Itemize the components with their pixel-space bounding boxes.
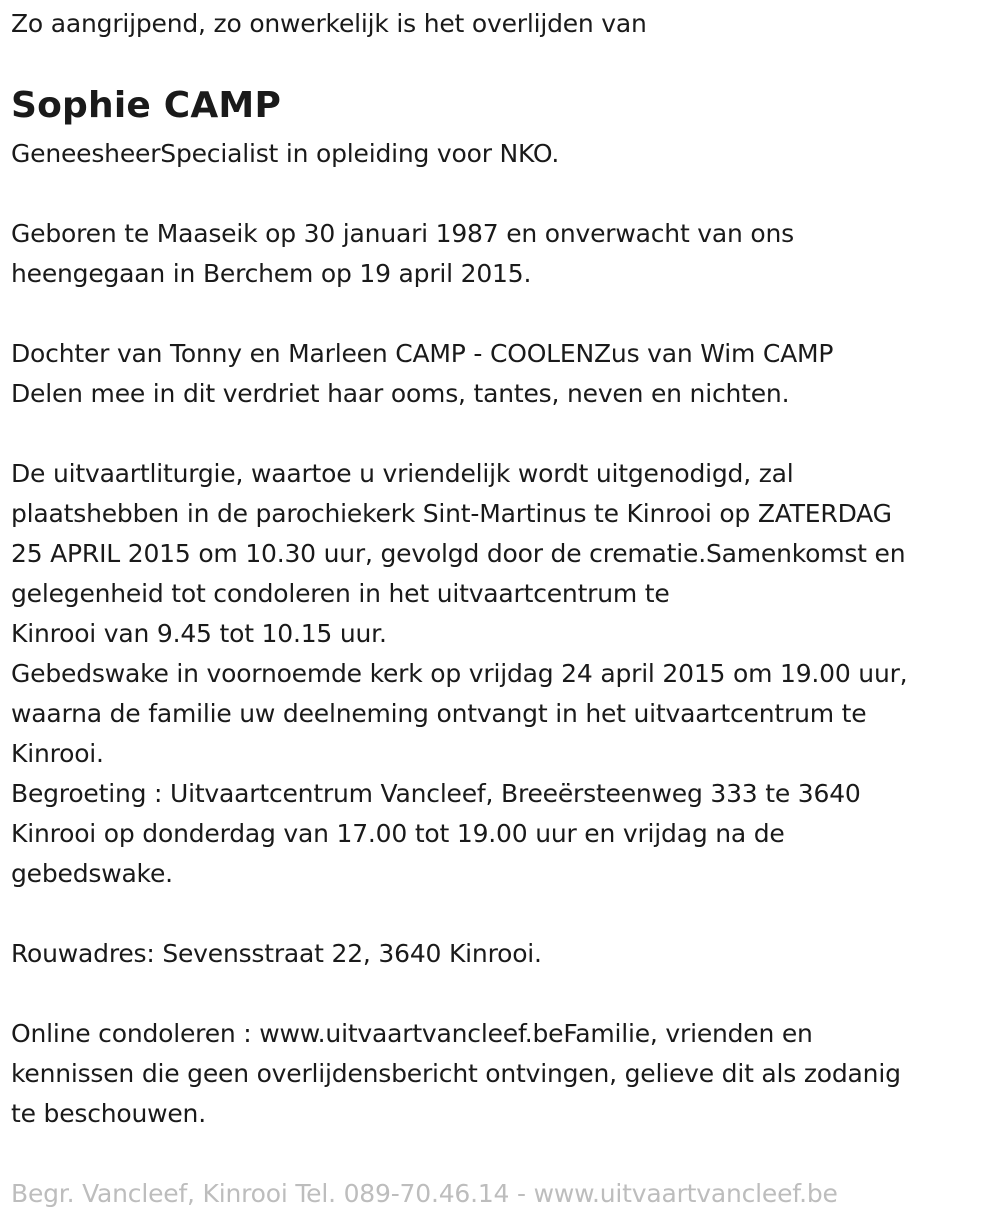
funeral-line: 25 APRIL 2015 om 10.30 uur, gevolgd door de crematie.Samenkomst en [11,539,906,568]
funeral-line: waarna de familie uw deelneming ontvangt in het uitvaartcentrum te [11,699,867,728]
funeral-line: gebedswake. [11,859,173,888]
deceased-name: Sophie CAMP [11,85,282,126]
family-section [11,334,833,414]
birth-section [11,214,794,294]
funeral-line: gelegenheid tot condoleren in het uitvaartcentrum te [11,579,670,608]
funeral-line: Gebedswake in voornoemde kerk op vrijdag 24 april 2015 om 19.00 uur, [11,659,908,688]
funeral-line: Begroeting : Uitvaartcentrum Vancleef, Breeërsteenweg 333 te 3640 [11,779,861,808]
condolences-line: kennissen die geen overlijdensbericht ontvingen, gelieve dit als zodanig [11,1059,901,1088]
funeral-line: Kinrooi. [11,739,104,768]
funeral-line: Kinrooi van 9.45 tot 10.15 uur. [11,619,387,648]
family-line: Delen mee in dit verdriet haar ooms, tantes, neven en nichten. [11,379,790,408]
funeral-home-footer: Begr. Vancleef, Kinrooi Tel. 089-70.46.14 - www.uitvaartvancleef.be [11,1179,838,1208]
mourning-address: Rouwadres: Sevensstraat 22, 3640 Kinrooi. [11,939,542,968]
funeral-section [11,454,907,894]
condolences-section [11,1014,901,1134]
family-line: Dochter van Tonny en Marleen CAMP - COOLENZus van Wim CAMP [11,339,834,368]
condolences-line: Online condoleren : www.uitvaartvancleef.beFamilie, vrienden en [11,1019,813,1048]
funeral-line: Kinrooi op donderdag van 17.00 tot 19.00 uur en vrijdag na de [11,819,785,848]
condolences-line: te beschouwen. [11,1099,206,1128]
birth-line: heengegaan in Berchem op 19 april 2015. [11,259,532,288]
profession-text: GeneesheerSpecialist in opleiding voor NKO. [11,139,560,168]
intro-text: Zo aangrijpend, zo onwerkelijk is het overlijden van [11,9,647,38]
funeral-line: plaatshebben in de parochiekerk Sint-Martinus te Kinrooi op ZATERDAG [11,499,892,528]
funeral-line: De uitvaartliturgie, waartoe u vriendelijk wordt uitgenodigd, zal [11,459,794,488]
birth-line: Geboren te Maaseik op 30 januari 1987 en onverwacht van ons [11,219,794,248]
